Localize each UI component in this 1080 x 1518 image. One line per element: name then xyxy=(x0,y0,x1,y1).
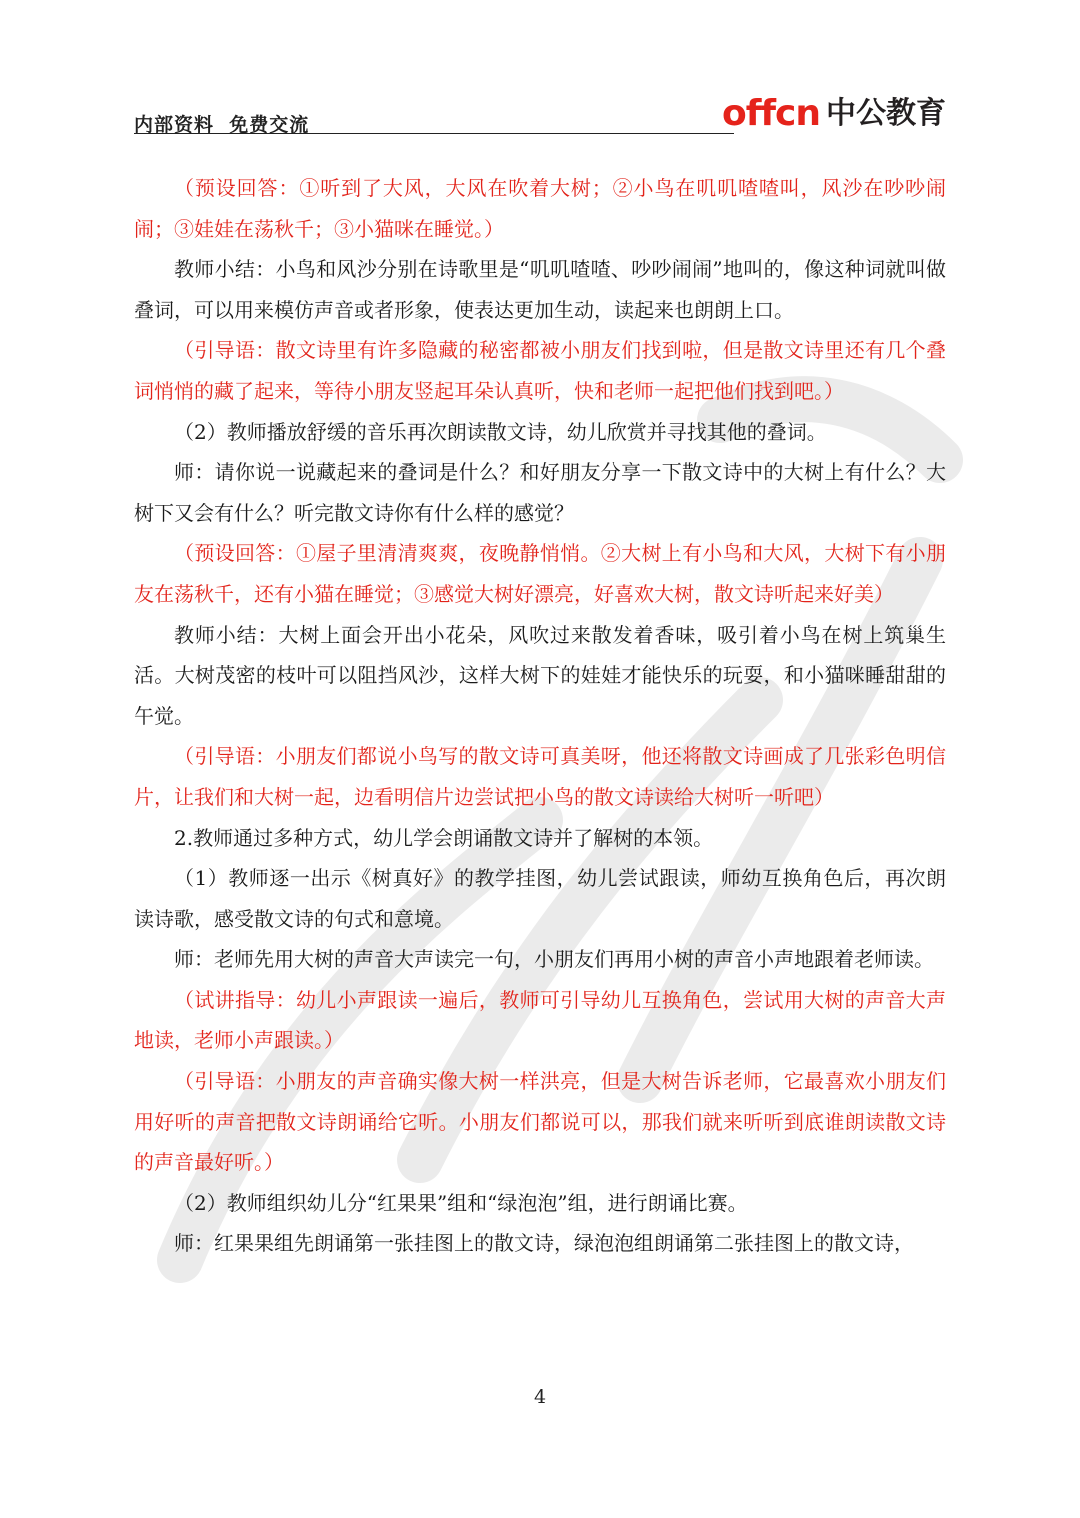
header-label: 内部资料 免费交流 xyxy=(134,114,310,136)
brand-logo xyxy=(722,90,946,134)
body-paragraph: （2）教师组织幼儿分“红果果”组和“绿泡泡”组，进行朗诵比赛。 xyxy=(174,1190,748,1215)
header-rule xyxy=(134,133,734,134)
page-header xyxy=(134,93,946,136)
annotation-paragraph: （预设回答：①听到了大风，大风在吹着大树；②小鸟在叽叽喳喳叫，风沙在吵吵闹闹；③娃娃在荡秋千；③小猫咪在睡觉。） xyxy=(134,176,946,241)
annotation-paragraph: （引导语：小朋友的声音确实像大树一样洪亮，但是大树告诉老师，它最喜欢小朋友们用好听的声音把散文诗朗诵给它听。小朋友们都说可以，那我们就来听听到底谁朗读散文诗的声音最好听。） xyxy=(134,1069,946,1175)
body-paragraph: （1）教师逐一出示《树真好》的教学挂图，幼儿尝试跟读，师幼互换角色后，再次朗读诗歌，感受散文诗的句式和意境。 xyxy=(134,866,946,931)
body-paragraph: 教师小结：小鸟和风沙分别在诗歌里是“叽叽喳喳、吵吵闹闹”地叫的，像这种词就叫做叠词，可以用来模仿声音或者形象，使表达更加生动，读起来也朗朗上口。 xyxy=(134,257,946,322)
body-paragraph: 2.教师通过多种方式，幼儿学会朗诵散文诗并了解树的本领。 xyxy=(174,825,714,850)
body-paragraph: 师：请你说一说藏起来的叠词是什么？和好朋友分享一下散文诗中的大树上有什么？大树下又会有什么？听完散文诗你有什么样的感觉？ xyxy=(134,460,946,525)
annotation-paragraph: （预设回答：①屋子里清清爽爽，夜晚静悄悄。②大树上有小鸟和大风，大树下有小朋友在荡秋千，还有小猫在睡觉；③感觉大树好漂亮，好喜欢大树，散文诗听起来好美） xyxy=(134,541,946,606)
body-paragraph: （2）教师播放舒缓的音乐再次朗读散文诗，幼儿欣赏并寻找其他的叠词。 xyxy=(174,419,827,444)
page-number: 4 xyxy=(533,1386,547,1408)
logo-latin-text: offcn xyxy=(721,93,820,134)
body-paragraph: 师：红果果组先朗诵第一张挂图上的散文诗，绿泡泡组朗诵第二张挂图上的散文诗， xyxy=(174,1231,914,1256)
body-paragraph: 教师小结：大树上面会开出小花朵，风吹过来散发着香味，吸引着小鸟在树上筑巢生活。大树茂密的枝叶可以阻挡风沙，这样大树下的娃娃才能快乐的玩耍，和小猫咪睡甜甜的午觉。 xyxy=(134,622,946,728)
body-paragraph: 师：老师先用大树的声音大声读完一句，小朋友们再用小树的声音小声地跟着老师读。 xyxy=(174,947,934,972)
annotation-paragraph: （试讲指导：幼儿小声跟读一遍后，教师可引导幼儿互换角色，尝试用大树的声音大声地读，老师小声跟读。） xyxy=(134,987,946,1053)
annotation-paragraph: （引导语：散文诗里有许多隐藏的秘密都被小朋友们找到啦，但是散文诗里还有几个叠词悄悄的藏了起来，等待小朋友竖起耳朵认真听，快和老师一起把他们找到吧。） xyxy=(134,338,946,403)
annotation-paragraph: （引导语：小朋友们都说小鸟写的散文诗可真美呀，他还将散文诗画成了几张彩色明信片，让我们和大树一起，边看明信片边尝试把小鸟的散文诗读给大树听一听吧） xyxy=(134,744,946,809)
logo-chinese-text: 中公教育 xyxy=(826,96,946,131)
document-body xyxy=(134,168,946,1264)
